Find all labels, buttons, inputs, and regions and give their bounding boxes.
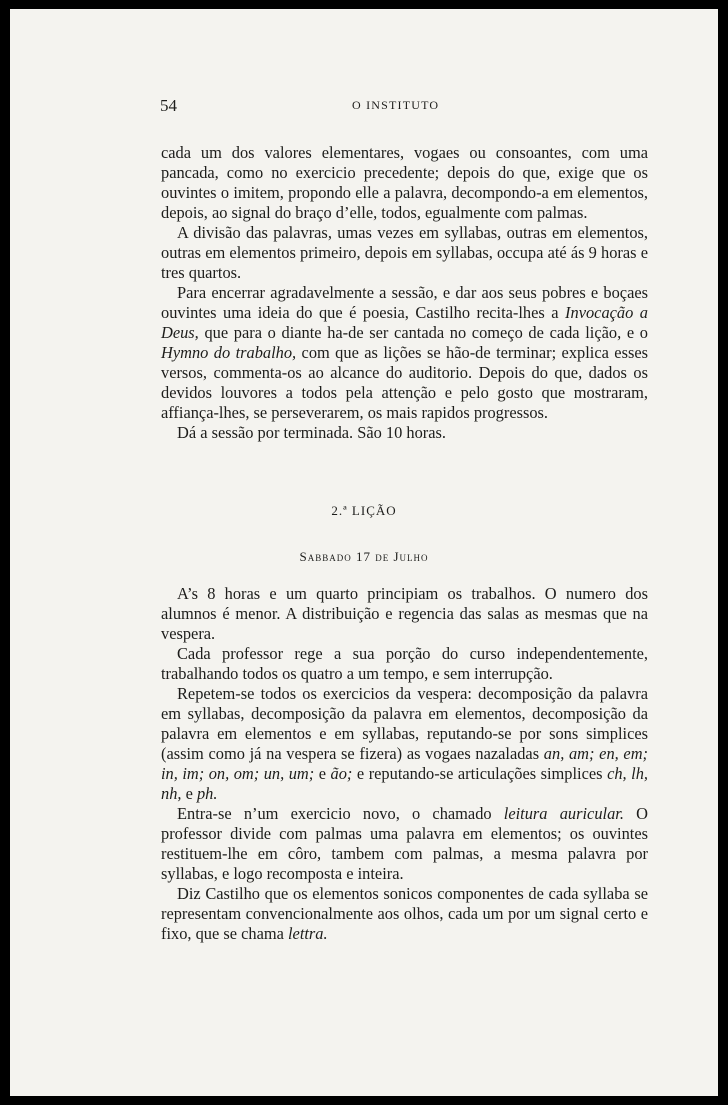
paragraph: Entra-se n’um exercicio novo, o chamado leitura auricular. O professor divide com palmas uma palavra em elementos; os ouvintes restituem-lhe em côro, tambem com palmas, a mesma palavra por syllabas, e logo recomposta e inteira. xyxy=(161,804,648,883)
paragraph: Repetem-se todos os exercicios da vespera: decomposição da palavra em syllabas, decomposição da palavra em elementos, decomposição da palavra em elementos e em syllabas, reputando-se por sons simplices (assim como já na vespera se fizera) as vogaes nazaladas an, am; en, em; in, im; on, om; un, um; e ão; e reputando-se articulações simplices ch, lh, nh, e ph. xyxy=(161,684,648,803)
italic-term: lettra. xyxy=(287,924,328,943)
italic-term: ão; xyxy=(330,764,353,783)
paragraph: Cada professor rege a sua porção do curso independentemente, trabalhando todos os quatro a um tempo, e sem interrupção. xyxy=(161,644,648,683)
italic-term: leitura auricular. xyxy=(503,804,624,823)
italic-term: an, am; en, em; in, im; on, om; un, um; xyxy=(161,744,648,783)
text-block-2 xyxy=(161,584,648,944)
paragraph: cada um dos valores elementares, vogaes ou consoantes, com uma pancada, como no exercicio precedente; depois do que, exige que os ouvintes o imitem, propondo elle a palavra, decompondo-a em elementos, depois, ao signal do braço d’elle, todos, egualmente com palmas. xyxy=(161,143,648,222)
page-number: 54 xyxy=(160,96,177,115)
text-block-1 xyxy=(161,143,648,443)
paragraph: A divisão das palavras, umas vezes em syllabas, outras em elementos, outras em elementos primeiro, depois em syllabas, occupa até ás 9 horas e tres quartos. xyxy=(161,223,648,282)
italic-term: ch, lh, nh, xyxy=(161,764,648,803)
paragraph: Diz Castilho que os elementos sonicos componentes de cada syllaba se representam convencionalmente aos olhos, cada um por um signal certo e fixo, que se chama lettra. xyxy=(161,884,648,943)
italic-title: Invocação a Deus, xyxy=(161,303,648,342)
italic-title: Hymno do trabalho, xyxy=(161,343,297,362)
section-title: 2.ª LIÇÃO xyxy=(331,503,397,518)
book-page xyxy=(10,9,718,1096)
running-title: O INSTITUTO xyxy=(352,98,440,112)
paragraph: A’s 8 horas e um quarto principiam os trabalhos. O numero dos alumnos é menor. A distribuição e regencia das salas as mesmas que na vespera. xyxy=(161,584,648,643)
page-header xyxy=(160,94,660,118)
paragraph: Dá a sessão por terminada. São 10 horas. xyxy=(177,423,447,442)
italic-term: ph. xyxy=(196,784,218,803)
paragraph: Para encerrar agradavelmente a sessão, e dar aos seus pobres e boçaes ouvintes uma ideia do que é poesia, Castilho recita-lhes a Invocação a Deus, que para o diante ha-de ser cantada no começo de cada lição, e o Hymno do trabalho, com que as lições se hão-de terminar; explica esses versos, commenta-os ao alcance do auditorio. Depois do que, dados os devidos louvores a todos pela attenção e pelo gosto que mostraram, affiança-lhes, se perseverarem, os mais rapidos progressos. xyxy=(161,283,648,422)
section-subtitle: Sabbado 17 de Julho xyxy=(299,549,429,564)
